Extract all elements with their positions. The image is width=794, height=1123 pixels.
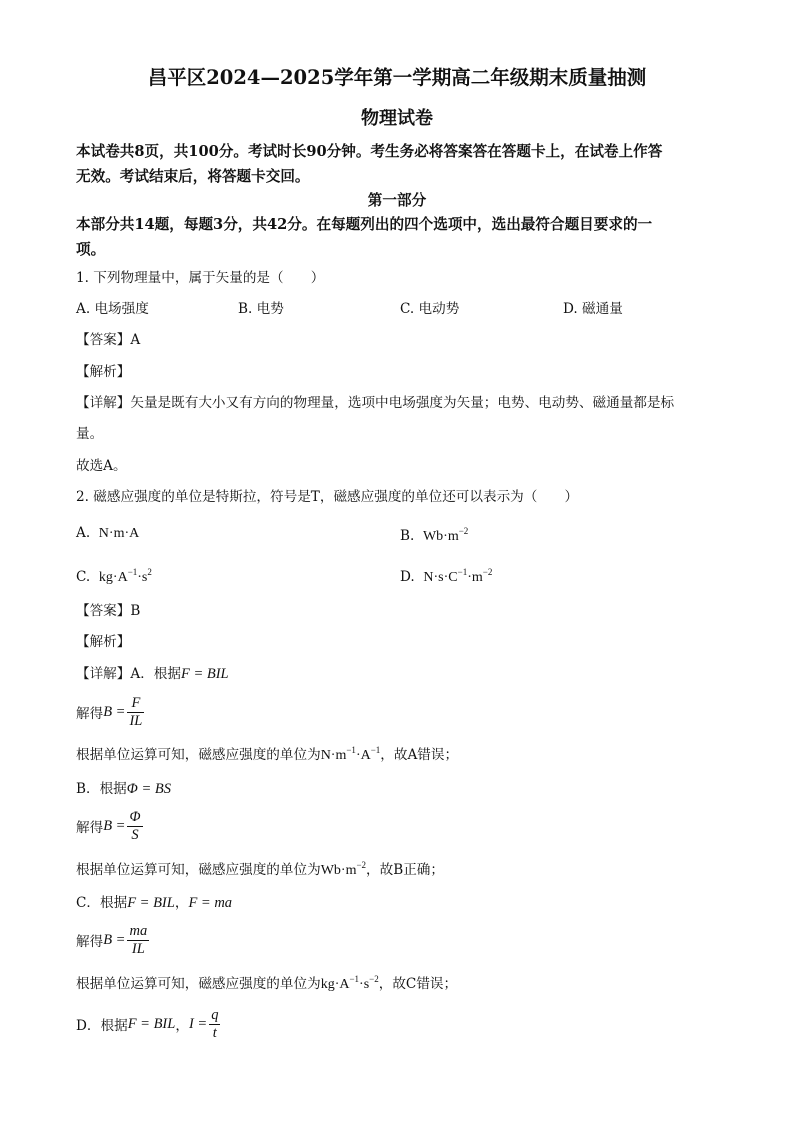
q2-part-c-solve [76,920,151,960]
q2-part-d-lead [76,1004,222,1044]
q1-option-a: A. 电场强度 [76,301,149,317]
exam-title: 昌平区2024—2025学年第一学期高二年级期末质量抽测 [147,66,647,89]
q2-part-a-result-exp-1: −1 [346,745,356,755]
q2-stem: 2. 磁感应强度的单位是特斯拉，符号是T，磁感应强度的单位还可以表示为（ ） [76,489,579,505]
q2-part-c-result-pre: 根据单位运算可知，磁感应强度的单位为 [76,976,321,992]
q1-detail-2: 量。 [76,426,104,442]
q2-part-d-lead-text: D．根据 [76,1018,128,1034]
q2-part-a-solve-text: 解得 [76,706,104,722]
q2-part-b-lead-text: B．根据 [76,781,127,797]
q2-part-c-result-unit-1: kg·A [320,977,350,992]
q2-part-a-result-unit-2: ·A [355,748,371,763]
section-title: 第一部分 [367,192,427,209]
q2-part-b-formula: Φ = BS [126,781,171,797]
q2-option-b-unit: Wb·m [422,529,459,544]
q2-option-c [76,568,152,585]
q2-part-c-result-exp-2: −2 [369,974,379,984]
q2-part-b-denominator: S [131,826,139,843]
q2-option-d [400,568,492,585]
q2-option-b-label: B. [400,528,415,544]
q2-part-b-solve-text: 解得 [76,820,104,836]
q2-part-d-fraction [209,1007,220,1042]
q2-part-b-result-exp-1: −2 [356,860,367,870]
q1-option-b: B. 电势 [238,301,284,317]
q2-part-c-solve-text: 解得 [76,934,104,950]
q2-part-d-formula-1: F = BIL [127,1015,176,1032]
q1-stem: 1. 下列物理量中，属于矢量的是（ ） [76,270,325,286]
q1-detail-1: 【详解】矢量是既有大小又有方向的物理量，选项中电场强度为矢量；电势、电动势、磁通量都是标 [76,395,675,411]
q2-part-a-formula: F = BIL [180,666,229,682]
q2-option-c-exponent-2: 2 [147,567,152,577]
q2-part-c-separator: ， [174,895,189,911]
q2-part-d-numerator: q [211,1006,219,1023]
q2-part-a-lhs: B = [103,703,126,720]
q2-part-c-result-post: ，故C错误； [378,976,458,992]
q1-option-d: D. 磁通量 [563,301,623,317]
q2-option-a-unit: N·m·A [98,526,140,541]
q2-part-d-denominator: t [212,1024,217,1041]
intro-line-1: 本试卷共8页，共100分。考试时长90分钟。考生务必将答案答在答题卡上，在试卷上作答 [76,143,663,160]
q2-option-d-label: D. [400,569,415,585]
q2-option-c-label: C. [76,569,91,585]
q2-part-c-denominator: IL [131,940,145,957]
section-desc-1: 本部分共14题，每题3分，共42分。在每题列出的四个选项中，选出最符合题目要求的一 [76,216,653,233]
q2-option-c-unit-1: kg·A [98,570,128,585]
q1-analysis: 【解析】 [76,364,131,380]
q2-part-c-lead-text: C．根据 [76,895,128,911]
intro-line-2: 无效。考试结束后，将答题卡交回。 [76,168,310,185]
q2-part-c-lead [76,896,232,911]
q2-part-c-formula-2: F = ma [188,895,233,911]
q2-part-c-formula-1: F = BIL [127,895,175,911]
section-desc-2: 项。 [76,241,106,258]
q2-part-c-fraction [127,923,149,958]
q2-option-a [76,527,139,541]
q2-part-a-numerator: F [127,695,144,713]
exam-subtitle: 物理试卷 [361,108,433,129]
q2-part-c-result-exp-1: −1 [349,974,360,984]
q2-answer: 【答案】B [76,603,141,619]
q2-option-d-exponent-1: −1 [457,567,468,577]
q2-option-d-exponent-2: −2 [482,567,493,577]
q2-option-a-label: A. [76,525,91,541]
q2-part-b-fraction [127,809,142,844]
q2-part-c-result [76,975,457,992]
q2-part-a-solve [76,692,146,732]
q1-option-c: C. 电动势 [400,301,460,317]
q2-option-b-exponent: −2 [458,526,469,536]
q2-option-d-unit-2: ·m [467,570,483,585]
q1-answer: 【答案】A [76,332,141,348]
q2-part-a-fraction [127,695,144,730]
q2-part-b-numerator: Φ [129,808,141,825]
q2-part-c-lhs: B = [103,931,126,948]
q2-part-b-result [76,861,444,878]
q2-part-a-denominator: IL [129,712,143,729]
q2-option-c-unit-2: ·s [137,570,148,585]
q2-analysis: 【解析】 [76,634,131,650]
q2-part-b-result-pre: 根据单位运算可知，磁感应强度的单位为 [76,862,321,878]
q2-part-a-result-exp-2: −1 [370,745,381,755]
q2-part-a-result-pre: 根据单位运算可知，磁感应强度的单位为 [76,747,321,763]
q2-part-a-result [76,746,458,763]
q2-option-c-exponent-1: −1 [127,567,138,577]
q2-part-a-lead-text: 【详解】A．根据 [76,666,181,682]
q2-part-d-lhs: I = [188,1015,208,1032]
q2-part-c-numerator: ma [129,922,148,939]
q2-part-a-result-post: ，故A错误； [380,747,459,763]
q2-part-b-lhs: B = [103,817,126,834]
q2-part-b-solve [76,806,145,846]
q1-conclusion: 故选A。 [76,458,127,474]
q2-option-b [400,527,468,544]
q2-part-b-lead [76,782,171,797]
q2-part-b-result-post: ，故B正确； [366,862,444,878]
q2-part-a-lead [76,667,229,682]
q2-part-a-result-unit-1: N·m [320,748,347,763]
q2-part-d-separator: ， [175,1018,189,1034]
q2-option-d-unit-1: N·s·C [423,570,458,585]
q2-part-c-result-unit-2: ·s [359,977,370,992]
q2-part-b-result-unit-1: Wb·m [320,863,357,878]
